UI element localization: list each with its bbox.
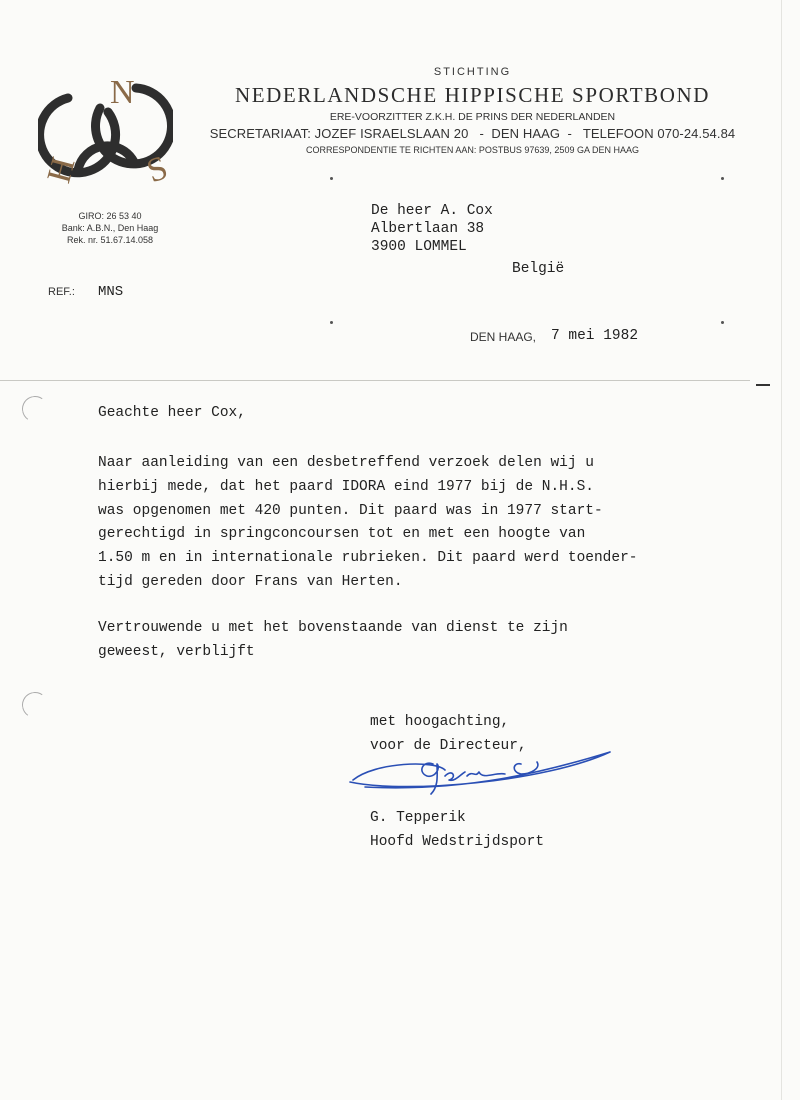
reference-value: MNS bbox=[98, 284, 124, 300]
dateline-place: DEN HAAG, bbox=[470, 330, 537, 344]
salutation: Geachte heer Cox, bbox=[98, 405, 246, 421]
account-number: Rek. nr. 51.67.14.058 bbox=[66, 235, 154, 245]
giro-number: GIRO: 26 53 40 bbox=[78, 211, 142, 221]
secretariat-line: SECRETARIAAT: JOZEF ISRAELSLAAN 20 - DEN HAAG - TELEFOON 070-24.54.84 bbox=[209, 126, 736, 141]
nhs-logo bbox=[38, 70, 173, 195]
logo-letter-n: N bbox=[110, 74, 135, 111]
window-mark bbox=[330, 177, 333, 180]
patron-line: ERE-VOORZITTER Z.K.H. DE PRINS DER NEDERLANDEN bbox=[329, 111, 616, 123]
fold-line bbox=[0, 380, 750, 381]
signatory-name: G. Tepperik bbox=[370, 810, 466, 826]
correspondence-line: CORRESPONDENTIE TE RICHTEN AAN: POSTBUS 97639, 2509 GA DEN HAAG bbox=[306, 145, 639, 155]
recipient-name: De heer A. Cox bbox=[371, 203, 493, 219]
closing-phrase: met hoogachting, bbox=[370, 714, 510, 730]
fold-mark bbox=[756, 384, 770, 386]
body-paragraph-1: Naar aanleiding van een desbetreffend verzoek delen wij u hierbij mede, dat het paard IDORA eind 1977 bij de N.H.S. was opgenomen met 420 punten. Dit paard was in 1977 start- gerechtigd in springconcoursen tot en met een hoogte van 1.50 m en in internationale rubrieken. Dit paard werd toender- tijd gereden door Frans van Herten. bbox=[98, 455, 638, 590]
window-mark bbox=[721, 321, 724, 324]
bank-name: Bank: A.B.N., Den Haag bbox=[61, 223, 159, 233]
punch-hole bbox=[20, 394, 50, 424]
window-mark bbox=[330, 321, 333, 324]
recipient-country: België bbox=[512, 261, 565, 277]
window-mark bbox=[721, 177, 724, 180]
punch-hole bbox=[20, 690, 50, 720]
organization-name: NEDERLANDSCHE HIPPISCHE SPORTBOND bbox=[234, 83, 711, 107]
closing-on-behalf: voor de Directeur, bbox=[370, 738, 527, 754]
body-paragraph-2: Vertrouwende u met het bovenstaande van dienst te zijn geweest, verblijft bbox=[98, 620, 568, 660]
reference-label: REF.: bbox=[48, 286, 75, 298]
paper-edge bbox=[781, 0, 782, 1100]
signatory-title: Hoofd Wedstrijdsport bbox=[370, 834, 545, 850]
recipient-city: 3900 LOMMEL bbox=[371, 239, 467, 255]
letterhead-stichting: STICHTING bbox=[433, 66, 512, 78]
logo-letter-s: S bbox=[142, 149, 173, 191]
dateline-date: 7 mei 1982 bbox=[551, 328, 639, 344]
recipient-street: Albertlaan 38 bbox=[371, 221, 485, 237]
logo-letter-h: H bbox=[40, 153, 83, 187]
handwritten-signature bbox=[345, 742, 615, 807]
